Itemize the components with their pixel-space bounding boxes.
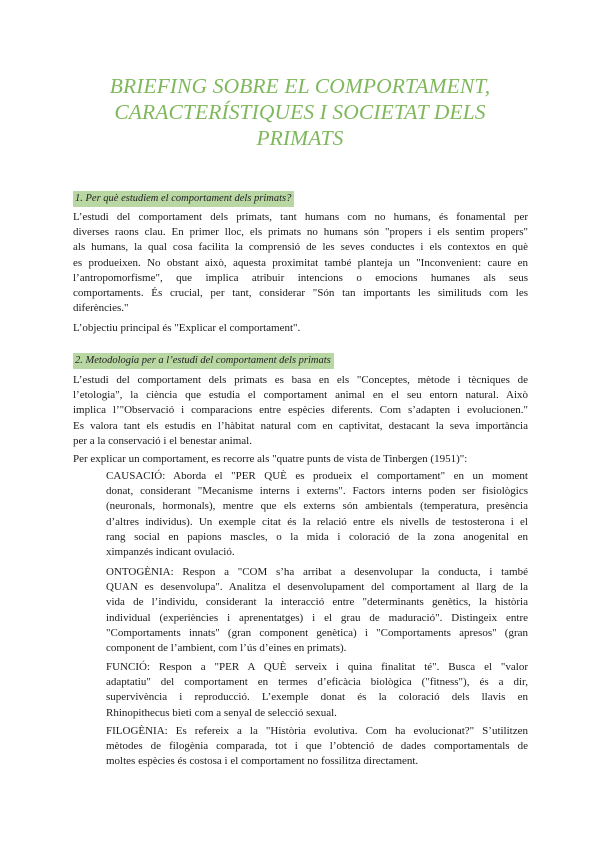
text-line: diferències." bbox=[73, 302, 129, 315]
text-line: Per explicar un comportament, es recorre als "quatre punts de vista de Tinbergen (1951)": bbox=[73, 453, 468, 465]
text-line: comportaments. És crucial, per tant, considerar "Són tan importants les similituds com les bbox=[73, 287, 528, 300]
text-line: Rhinopithecus bieti com a senyal de selecció sexual. bbox=[106, 706, 337, 719]
title-line: BRIEFING SOBRE EL COMPORTAMENT, bbox=[109, 74, 491, 98]
text-line: (neuronals, hormonals), mentre que els externs són ambientals (temperatura, presència bbox=[106, 500, 528, 513]
text-line: rang social en papions mascles, o la mida i coloració de la zona anogenital en bbox=[106, 530, 528, 543]
text-line: L’estudi del comportament dels primats, tant humans com no humans, és fonamental per bbox=[73, 211, 528, 223]
text-line: d’altres individus). Un exemple citat és la relació entre els nivells de testosterona i el bbox=[106, 515, 528, 528]
title-line: PRIMATS bbox=[256, 126, 344, 150]
document-title bbox=[60, 73, 540, 151]
causacio-item bbox=[106, 469, 528, 560]
text-line: vida de l’individu, considerant la interacció entre "determinants genètics, la història bbox=[106, 596, 528, 609]
text-line: "Comportaments innats" (gran component genètica) i "Comportaments apresos" (gran bbox=[106, 626, 528, 639]
text-line: l’antropomorfisme", que implica atribuir intencions o emocions humanes als seus bbox=[73, 271, 528, 284]
text-line: per a la conservació i el benestar animal. bbox=[73, 434, 252, 447]
text-line: QUAN es desenvolupa". Analitza el desenvolupament del comportament al llarg de la bbox=[106, 581, 528, 594]
text-line: FUNCIÓ: Respon a "PER A QUÈ serveix i quina finalitat té". Busca el "valor bbox=[106, 661, 528, 673]
text-line: CAUSACIÓ: Aborda el "PER QUÈ es produeix el comportament" en un moment bbox=[106, 470, 528, 482]
section-2-paragraph-1 bbox=[73, 373, 528, 449]
text-line: adaptatiu" del comportament en termes d’eficàcia biològica ("fitness"), és a dir, bbox=[106, 676, 528, 689]
text-line: implica l’"Observació i comparacions entre espècies diferents. Com s’adapten i evolucionen." bbox=[73, 404, 528, 417]
text-line: l’etologia", la ciència que estudia el comportament animal en el seu entorn natural. Això bbox=[73, 389, 528, 402]
text-line: moltes espècies és costosa i el comportament no fossilitza directament. bbox=[106, 755, 419, 768]
section-2-heading: 2. Metodologia per a l’estudi del comportament dels primats bbox=[73, 353, 334, 369]
text-line: individual (experiències i aprenentatges) i el grau de maduració". Distingeix entre bbox=[106, 611, 528, 624]
section-2-paragraph-2 bbox=[73, 452, 528, 467]
text-line: supervivència i reproducció. L’exemple donat és la coloració dels llavis en bbox=[106, 691, 528, 704]
text-line: als humans, la qual cosa facilita la comprensió de les seves conductes i els contextos en què bbox=[73, 241, 528, 254]
text-line: diverses raons clau. En primer lloc, els primats no humans són "propers i els sentim propers" bbox=[73, 226, 528, 239]
text-line: L’estudi del comportament dels primats es basa en els "Conceptes, mètode i tècniques de bbox=[73, 374, 528, 386]
text-line: donat, considerant "Mecanisme interns i externs". Factors interns poden ser fisiològics bbox=[106, 485, 528, 498]
text-line: ximpanzés indicant ovulació. bbox=[106, 546, 235, 559]
text-line: FILOGÈNIA: Es refereix a la "Història evolutiva. Com ha evolucionat?" S’utilitzen bbox=[106, 725, 528, 737]
text-line: Es valora tant els estudis en l’hàbitat natural com en captivitat, destacant la seva importància bbox=[73, 419, 528, 432]
section-1-paragraph-2 bbox=[73, 321, 528, 336]
text-line: es produeixen. No obstant això, aquesta proximitat també planteja un "Inconvenient: caure en bbox=[73, 256, 528, 269]
section-1-heading: 1. Per què estudiem el comportament dels primats? bbox=[73, 191, 294, 207]
text-line: component de l’ambient, com l’ús d’eines en primats). bbox=[106, 642, 347, 655]
funcio-item bbox=[106, 660, 528, 721]
ontogenia-item bbox=[106, 565, 528, 656]
title-line: CARACTERÍSTIQUES I SOCIETAT DELS bbox=[114, 100, 486, 124]
text-line: ONTOGÈNIA: Respon a "COM s’ha arribat a desenvolupar la conducta, i també bbox=[106, 566, 528, 578]
filogenia-item bbox=[106, 724, 528, 770]
text-line: mètodes de filogènia comparada, tot i que l’obtenció de dades comportamentals de bbox=[106, 740, 528, 753]
section-1-paragraph-1 bbox=[73, 210, 528, 316]
text-line: L’objectiu principal és "Explicar el comportament". bbox=[73, 322, 301, 334]
